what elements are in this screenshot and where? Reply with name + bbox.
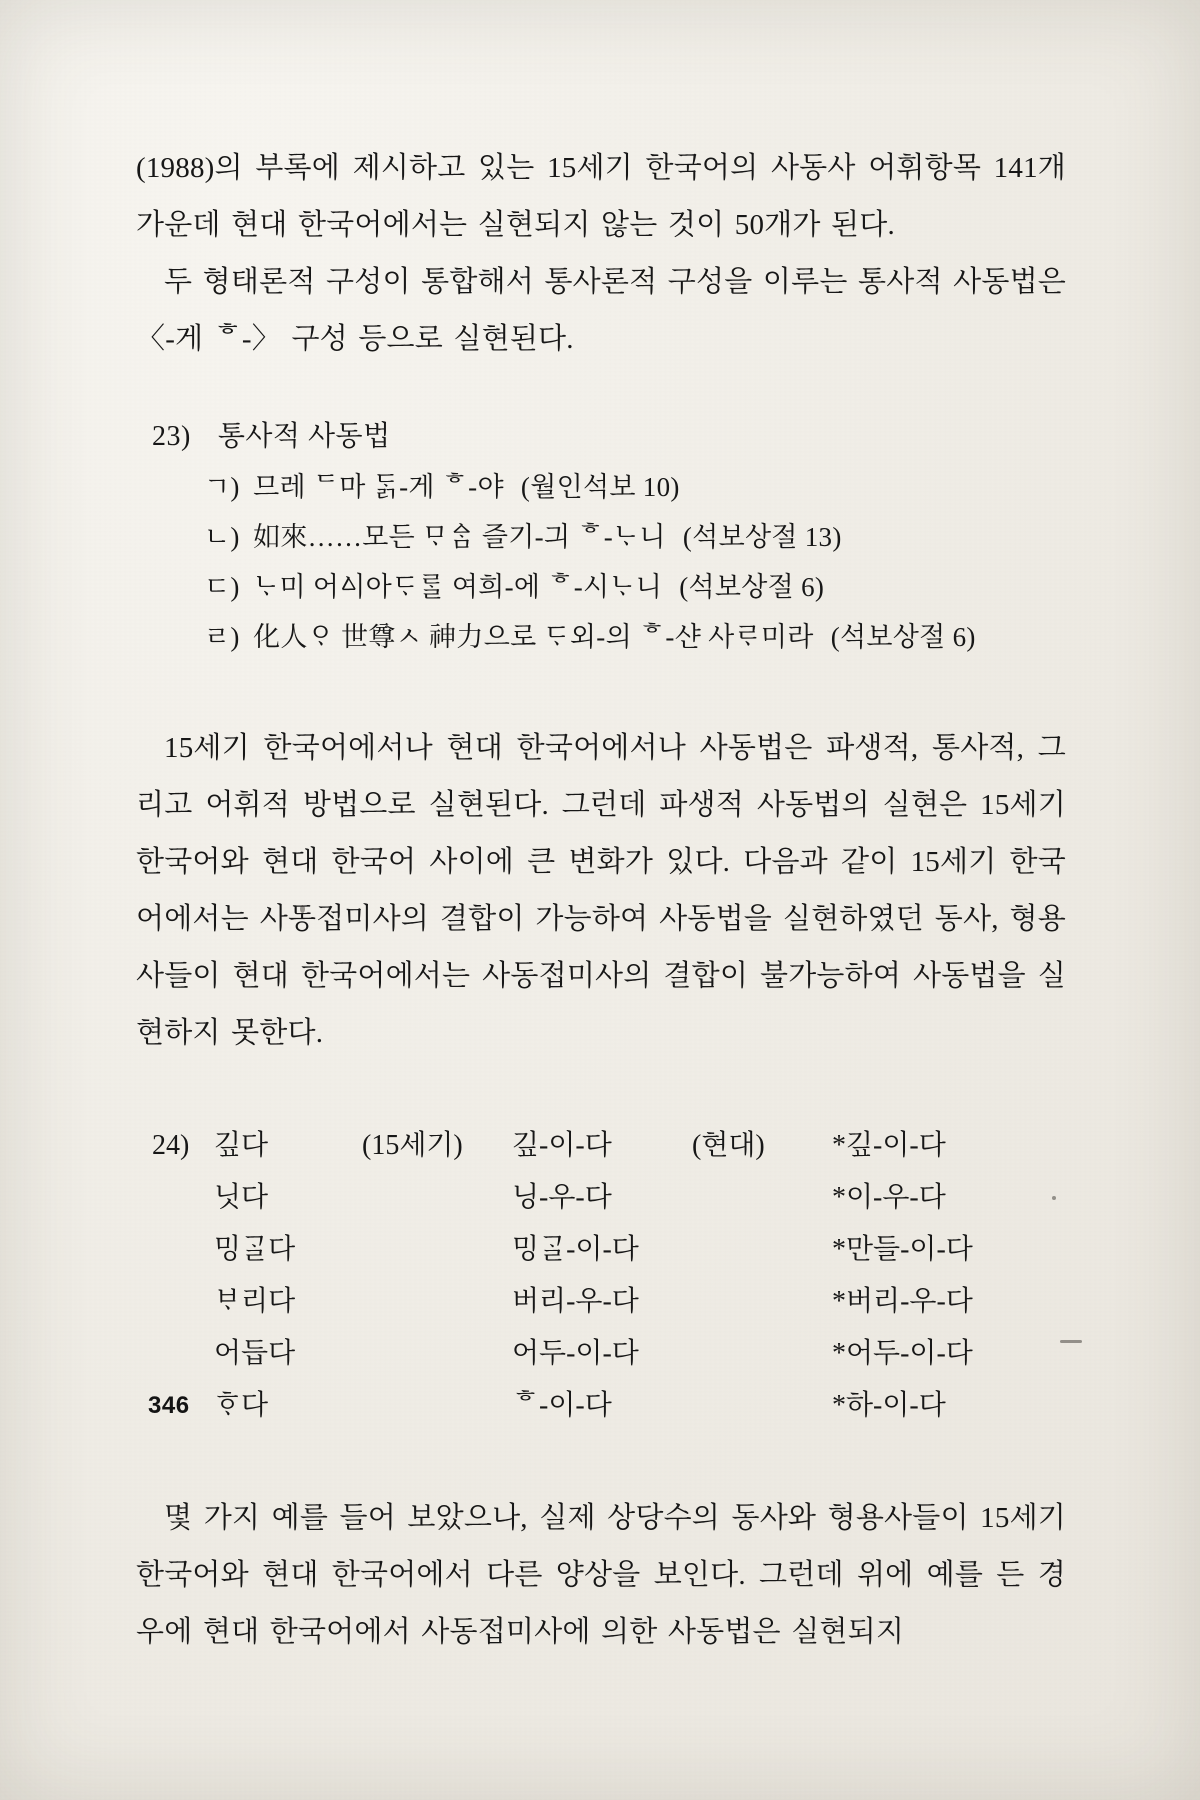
paradigm-spacer xyxy=(152,1276,214,1328)
example-item-source: (석보상절 6) xyxy=(679,572,825,602)
example-23-item xyxy=(204,462,1066,512)
paradigm-base: ᄒᆞ다 xyxy=(214,1390,269,1421)
example-item-label: ㄱ) xyxy=(204,472,240,502)
spacer xyxy=(136,368,1066,412)
paradigm-tag-15c: (15세기) xyxy=(362,1130,463,1161)
paradigm-spacer xyxy=(692,1276,832,1328)
example-item-text: 化人ᄋᆞ 世尊ㅅ 神力으로 ᄃᆞ외-의 ᄒ-샨 사ᄅᆞ미라 xyxy=(253,622,814,652)
paragraph-3: 15세기 한국어에서나 현대 한국어에서나 사동법은 파생적, 통사적, 그리고 어휘적 방법으로 실현된다. 그런데 파생적 사동법의 실현은 15세기 한국어와 현대 한국어 사이에 큰 변화가 있다. 다음과 같이 15세기 한국어에서는 사동접미사의 결합이 가능하여 사동법을 실현하였던 동사, 형용사들이 현대 한국어에서는 사동접미사의 결합이 불가능하여 사동법을 실현하지 못한다. xyxy=(136,732,1066,1049)
paradigm-row xyxy=(152,1120,1066,1172)
paradigm-spacer xyxy=(152,1224,214,1276)
paradigm-spacer xyxy=(152,1328,214,1380)
paradigm-spacer xyxy=(692,1224,832,1276)
example-24-number: 24) xyxy=(152,1130,190,1161)
paradigm-spacer xyxy=(362,1328,512,1380)
paradigm-spacer xyxy=(362,1224,512,1276)
example-item-text: 므레 ᄃ마 ᄃᆞᆰ-게 ᄒ-야 xyxy=(253,472,504,502)
paradigm-row xyxy=(152,1276,1066,1328)
paradigm-spacer xyxy=(362,1380,512,1432)
example-item-source: (석보상절 6) xyxy=(830,622,976,652)
paradigm-form-15c: 밍ᄀᆞᆯ-이-다 xyxy=(512,1234,639,1265)
example-23-title: 통사적 사동법 xyxy=(217,421,391,452)
paradigm-form-15c: 깊-이-다 xyxy=(512,1130,612,1161)
paradigm-base: 닛다 xyxy=(214,1182,269,1213)
paradigm-base: 밍ᄀᆞᆯ다 xyxy=(214,1234,296,1265)
example-item-label: ㄷ) xyxy=(204,572,240,602)
paradigm-row xyxy=(152,1328,1066,1380)
scan-speck xyxy=(1052,1196,1056,1200)
example-item-text: 如來……모든 ᄆᆞᅀᆞᆷ 즐기-긔 ᄒ-ᄂᆞ니 xyxy=(253,522,666,552)
paradigm-base: 어듭다 xyxy=(214,1338,296,1369)
scan-speck xyxy=(1060,1340,1082,1343)
example-23-item xyxy=(204,512,1066,562)
paradigm-form-15c: 어두-이-다 xyxy=(512,1338,639,1369)
paradigm-form-15c: ᄒ-이-다 xyxy=(512,1390,612,1421)
paradigm-tag-modern: (현대) xyxy=(692,1130,765,1161)
example-item-source: (석보상절 13) xyxy=(682,522,842,552)
page-number: 346 xyxy=(148,1392,190,1419)
example-23-item xyxy=(204,612,1066,662)
example-23-number: 23) xyxy=(152,421,191,452)
example-item-label: ㄴ) xyxy=(204,522,240,552)
paradigm-form-modern: *어두-이-다 xyxy=(832,1338,973,1369)
paradigm-base: 깊다 xyxy=(214,1130,269,1161)
page-content xyxy=(136,140,1066,1661)
spacer xyxy=(136,1062,1066,1120)
example-block-24 xyxy=(152,1120,1066,1432)
paradigm-spacer xyxy=(692,1172,832,1224)
paradigm-row xyxy=(152,1224,1066,1276)
paradigm-form-modern: *깊-이-다 xyxy=(832,1130,946,1161)
paradigm-form-modern: *만들-이-다 xyxy=(832,1234,973,1265)
paradigm-form-modern: *이-우-다 xyxy=(832,1182,946,1213)
paradigm-form-15c: 닝-우-다 xyxy=(512,1182,612,1213)
paragraph-2: 두 형태론적 구성이 통합해서 통사론적 구성을 이루는 통사적 사동법은 〈-게 ᄒ-〉 구성 등으로 실현된다. xyxy=(136,266,1066,355)
paradigm-spacer xyxy=(692,1380,832,1432)
paradigm-row xyxy=(152,1380,1066,1432)
spacer xyxy=(136,662,1066,720)
example-block-23 xyxy=(136,412,1066,662)
paradigm-base: ᄇᆞ리다 xyxy=(214,1286,296,1317)
paradigm-form-modern: *버리-우-다 xyxy=(832,1286,973,1317)
spacer xyxy=(136,1432,1066,1490)
paradigm-form-modern: *하-이-다 xyxy=(832,1390,946,1421)
paragraph-4: 몇 가지 예를 들어 보았으나, 실제 상당수의 동사와 형용사들이 15세기 한국어와 현대 한국어에서 다른 양상을 보인다. 그런데 위에 예를 든 경우에 현대 한국어에서 사동접미사에 의한 사동법은 실현되지 xyxy=(136,1502,1066,1648)
paragraph-1: (1988)의 부록에 제시하고 있는 15세기 한국어의 사동사 어휘항목 141개 가운데 현대 한국어에서는 실현되지 않는 것이 50개가 된다. xyxy=(136,152,1066,241)
example-23-item xyxy=(204,562,1066,612)
paradigm-form-15c: 버리-우-다 xyxy=(512,1286,639,1317)
example-item-label: ㄹ) xyxy=(204,622,240,652)
example-23-heading xyxy=(152,412,1066,462)
paradigm-row xyxy=(152,1172,1066,1224)
paradigm-spacer xyxy=(152,1172,214,1224)
paradigm-spacer xyxy=(362,1172,512,1224)
paradigm-spacer xyxy=(692,1328,832,1380)
paradigm-spacer xyxy=(362,1276,512,1328)
scan-speck xyxy=(300,905,305,913)
example-item-text: ᄂᆞ미 어ᅀᅵ아ᄃᆞᄅᆞᆯ 여희-에 ᄒ-시ᄂᆞ니 xyxy=(253,572,663,602)
example-item-source: (월인석보 10) xyxy=(520,472,680,502)
